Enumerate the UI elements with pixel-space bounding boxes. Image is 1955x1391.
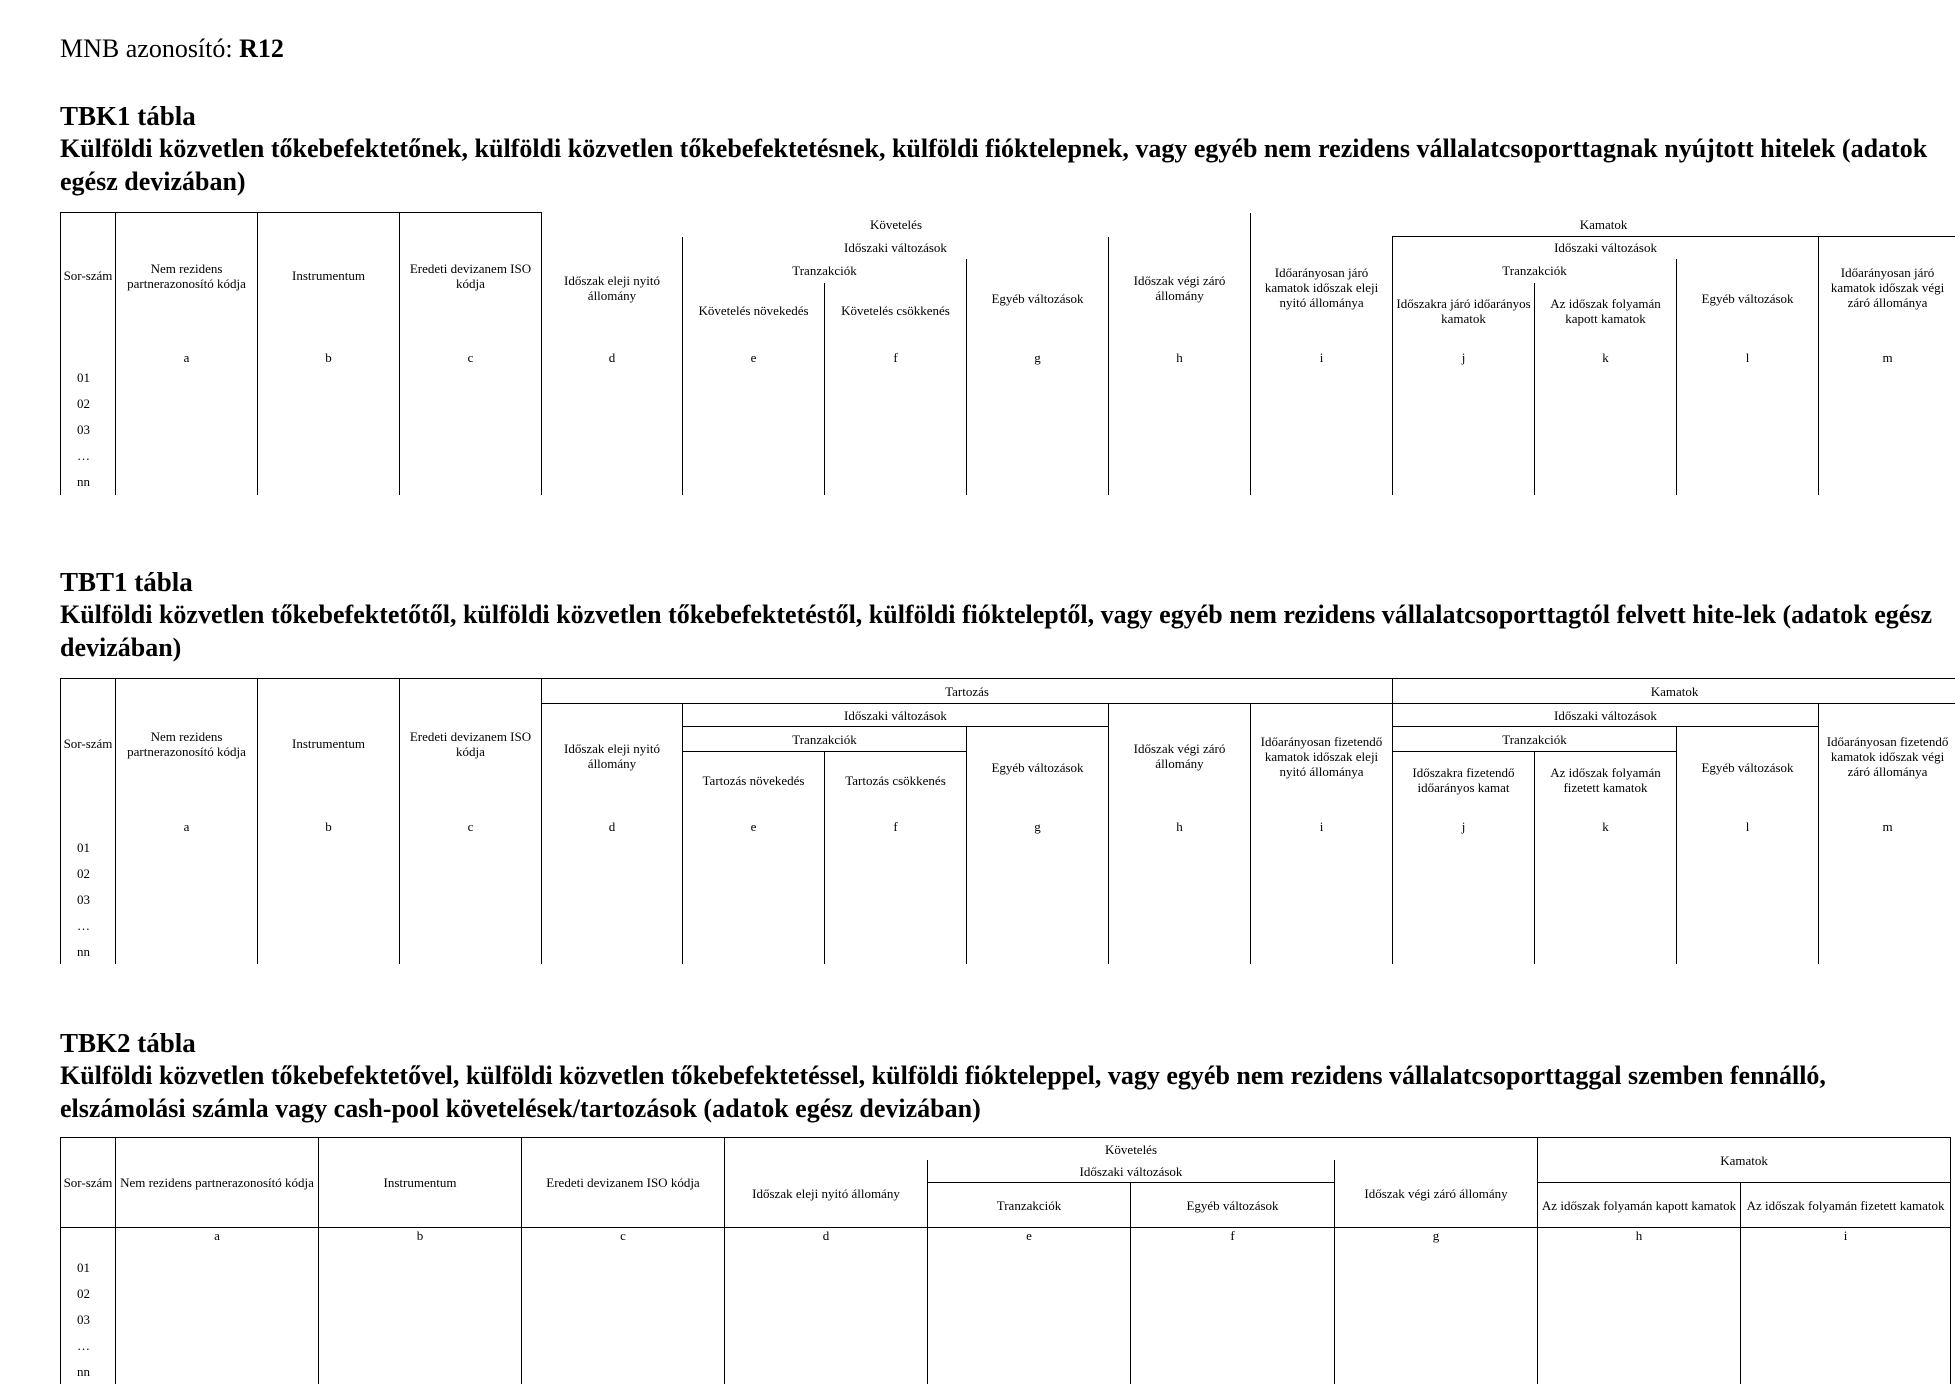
tbt1-letter-c: c bbox=[400, 808, 542, 834]
table-row bbox=[61, 443, 1955, 469]
tbk2-letter-f: f bbox=[1131, 1228, 1335, 1255]
tbk2-letter-a: a bbox=[116, 1228, 319, 1255]
tbt1-tranzakciok-2: Tranzakciók bbox=[1393, 727, 1677, 752]
tbt1-header-h: Időszak végi záró állomány bbox=[1109, 704, 1251, 809]
row-number: … bbox=[61, 912, 116, 938]
tbk1-header-g: Egyéb változások bbox=[967, 259, 1109, 339]
tbt1-header-c: Eredeti devizanem ISO kódja bbox=[400, 679, 542, 809]
tbt1-header-j: Időszakra fizetendő időarányos kamat bbox=[1393, 752, 1535, 809]
tbt1-letter-g: g bbox=[967, 808, 1109, 834]
tbk1-letter-a: a bbox=[116, 339, 258, 365]
tbk2-letter-c: c bbox=[522, 1228, 725, 1255]
table-row bbox=[61, 860, 1955, 886]
tbk2-group-kovetelés: Követelés bbox=[725, 1138, 1538, 1161]
tbk1-letter-m: m bbox=[1819, 339, 1955, 365]
tbk1-table-title: Külföldi közvetlen tőkebefektetőnek, külföldi közvetlen tőkebefektetésnek, külföldi fióktelepnek, vagy egyéb nem rezidens vállalatcsoporttagnak nyújtott hitelek (adatok egész devizában) bbox=[60, 134, 1928, 196]
tbk1-letter-h: h bbox=[1109, 339, 1251, 365]
tbk2-letter-d: d bbox=[725, 1228, 928, 1255]
tbt1-header-i: Időarányosan fizetendő kamatok időszak eleji nyitó állománya bbox=[1251, 704, 1393, 809]
tbt1-letter-a: a bbox=[116, 808, 258, 834]
tbt1-letter-j: j bbox=[1393, 808, 1535, 834]
tbk2-header-f: Egyéb változások bbox=[1131, 1183, 1335, 1228]
tbk1-idoszaki-1: Időszaki változások bbox=[683, 237, 1109, 259]
table-row bbox=[61, 417, 1955, 443]
tbk1-letter-k: k bbox=[1535, 339, 1677, 365]
row-number: 03 bbox=[61, 886, 116, 912]
tbt1-header-d: Időszak eleji nyitó állomány bbox=[542, 704, 683, 809]
table-row bbox=[61, 938, 1955, 964]
tbt1-section bbox=[60, 566, 1950, 664]
tbk2-letter-h: h bbox=[1538, 1228, 1741, 1255]
tbt1-letter-i: i bbox=[1251, 808, 1393, 834]
row-number: nn bbox=[61, 938, 116, 964]
tbk1-letter-f: f bbox=[825, 339, 967, 365]
tbk2-letter-g: g bbox=[1335, 1228, 1538, 1255]
table-row bbox=[61, 469, 1955, 495]
mnb-code: R12 bbox=[239, 34, 284, 63]
tbt1-letter-b: b bbox=[258, 808, 400, 834]
tbk2-header-a: Nem rezidens partnerazonosító kódja bbox=[116, 1138, 319, 1228]
tbk2-letter-i: i bbox=[1741, 1228, 1951, 1255]
table-row bbox=[61, 834, 1955, 860]
tbk1-letter-i: i bbox=[1251, 339, 1393, 365]
tbt1-tranzakciok-1: Tranzakciók bbox=[683, 727, 967, 752]
tbk1-header-m: Időarányosan járó kamatok időszak végi záró állománya bbox=[1819, 237, 1955, 339]
tbk1-table-name: TBK1 tábla bbox=[60, 101, 196, 131]
row-number: 01 bbox=[61, 834, 116, 860]
tbk1-letter-l: l bbox=[1677, 339, 1819, 365]
table-row bbox=[61, 365, 1955, 391]
tbt1-header-f: Tartozás csökkenés bbox=[825, 752, 967, 809]
tbk1-header-i: Időarányosan járó kamatok időszak eleji nyitó állománya bbox=[1251, 237, 1393, 339]
tbk2-header-e: Tranzakciók bbox=[928, 1183, 1131, 1228]
tbk1-letter-c: c bbox=[400, 339, 542, 365]
tbk2-table-title: Külföldi közvetlen tőkebefektetővel, külföldi közvetlen tőkebefektetéssel, külföldi fiókteleppel, vagy egyéb nem rezidens vállalatcsoporttaggal szemben fennálló, elszámolási számla vagy cash-pool követelések/tartozások (adatok egész devizában) bbox=[60, 1061, 1826, 1123]
tbk1-header-l: Egyéb változások bbox=[1677, 259, 1819, 339]
tbt1-header-k: Az időszak folyamán fizetett kamatok bbox=[1535, 752, 1677, 809]
tbt1-header-a: Nem rezidens partnerazonosító kódja bbox=[116, 679, 258, 809]
tbt1-letter-m: m bbox=[1819, 808, 1955, 834]
row-number: 03 bbox=[61, 417, 116, 443]
tbk1-tranzakciok-1: Tranzakciók bbox=[683, 259, 967, 283]
tbt1-idoszaki-2: Időszaki változások bbox=[1393, 704, 1819, 727]
row-number: 01 bbox=[61, 365, 116, 391]
tbk1-group-kovetelés: Követelés bbox=[542, 213, 1251, 237]
tbt1-letter-k: k bbox=[1535, 808, 1677, 834]
row-number: 01 bbox=[61, 1254, 116, 1280]
tbk1-header-k: Az időszak folyamán kapott kamatok bbox=[1535, 283, 1677, 339]
tbk1-letter-d: d bbox=[542, 339, 683, 365]
tbk1-letter-e: e bbox=[683, 339, 825, 365]
row-number: 02 bbox=[61, 860, 116, 886]
tbk2-idoszaki: Időszaki változások bbox=[928, 1160, 1335, 1183]
tbt1-letter-f: f bbox=[825, 808, 967, 834]
tbk2-section bbox=[60, 1027, 1950, 1125]
tbk1-letter-b: b bbox=[258, 339, 400, 365]
tbk2-header-i: Az időszak folyamán fizetett kamatok bbox=[1741, 1183, 1951, 1228]
tbt1-header-e: Tartozás növekedés bbox=[683, 752, 825, 809]
tbk2-header-g: Időszak végi záró állomány bbox=[1335, 1160, 1538, 1228]
tbk2-header-sorszam: Sor-szám bbox=[61, 1138, 116, 1228]
tbt1-group-tartozas: Tartozás bbox=[542, 679, 1393, 704]
table-row bbox=[61, 1306, 1951, 1332]
tbk2-table-name: TBK2 tábla bbox=[60, 1028, 196, 1058]
tbk1-header-b: Instrumentum bbox=[258, 213, 400, 339]
table-row bbox=[61, 1254, 1951, 1280]
tbk1-header-a: Nem rezidens partnerazonosító kódja bbox=[116, 213, 258, 339]
mnb-identifier bbox=[60, 34, 284, 64]
tbk1-letter-g: g bbox=[967, 339, 1109, 365]
tbk1-tranzakciok-2: Tranzakciók bbox=[1393, 259, 1677, 283]
tbk1-table bbox=[60, 212, 1955, 495]
tbt1-table-name: TBT1 tábla bbox=[60, 567, 193, 597]
row-number: … bbox=[61, 1332, 116, 1358]
tbk1-header-c: Eredeti devizanem ISO kódja bbox=[400, 213, 542, 339]
row-number: 03 bbox=[61, 1306, 116, 1332]
tbk2-group-kamatok: Kamatok bbox=[1538, 1138, 1951, 1183]
row-number: nn bbox=[61, 469, 116, 495]
tbt1-group-kamatok: Kamatok bbox=[1393, 679, 1955, 704]
tbk2-letter-e: e bbox=[928, 1228, 1131, 1255]
tbk1-header-sorszam: Sor-szám bbox=[61, 213, 116, 339]
mnb-label: MNB azonosító: bbox=[60, 34, 240, 63]
tbk1-idoszaki-2: Időszaki változások bbox=[1393, 237, 1819, 259]
tbk2-header-h: Az időszak folyamán kapott kamatok bbox=[1538, 1183, 1741, 1228]
tbk1-section bbox=[60, 100, 1950, 198]
tbt1-idoszaki-1: Időszaki változások bbox=[683, 704, 1109, 727]
row-number: nn bbox=[61, 1358, 116, 1384]
row-number: 02 bbox=[61, 391, 116, 417]
tbt1-header-g: Egyéb változások bbox=[967, 727, 1109, 809]
row-number: … bbox=[61, 443, 116, 469]
tbk1-header-h: Időszak végi záró állomány bbox=[1109, 237, 1251, 339]
tbt1-letter-h: h bbox=[1109, 808, 1251, 834]
tbt1-header-b: Instrumentum bbox=[258, 679, 400, 809]
tbk1-header-j: Időszakra járó időarányos kamatok bbox=[1393, 283, 1535, 339]
tbt1-letter-l: l bbox=[1677, 808, 1819, 834]
tbk2-header-b: Instrumentum bbox=[319, 1138, 522, 1228]
table-row bbox=[61, 1358, 1951, 1384]
tbk2-header-c: Eredeti devizanem ISO kódja bbox=[522, 1138, 725, 1228]
tbt1-table bbox=[60, 678, 1955, 964]
tbt1-header-m: Időarányosan fizetendő kamatok időszak végi záró állománya bbox=[1819, 704, 1955, 809]
tbk1-letter-j: j bbox=[1393, 339, 1535, 365]
table-row bbox=[61, 912, 1955, 938]
tbt1-header-sorszam: Sor-szám bbox=[61, 679, 116, 809]
tbk1-header-d: Időszak eleji nyitó állomány bbox=[542, 237, 683, 339]
table-row bbox=[61, 886, 1955, 912]
tbk1-group-kamatok: Kamatok bbox=[1251, 213, 1955, 237]
tbk2-header-d: Időszak eleji nyitó állomány bbox=[725, 1160, 928, 1228]
table-row bbox=[61, 391, 1955, 417]
table-row bbox=[61, 1280, 1951, 1306]
tbk1-header-e: Követelés növekedés bbox=[683, 283, 825, 339]
row-number: 02 bbox=[61, 1280, 116, 1306]
tbk2-letter-b: b bbox=[319, 1228, 522, 1255]
tbk2-table bbox=[60, 1137, 1951, 1384]
tbk1-header-f: Követelés csökkenés bbox=[825, 283, 967, 339]
tbt1-letter-e: e bbox=[683, 808, 825, 834]
tbt1-letter-d: d bbox=[542, 808, 683, 834]
table-row bbox=[61, 1332, 1951, 1358]
tbt1-header-l: Egyéb változások bbox=[1677, 727, 1819, 809]
tbt1-table-title: Külföldi közvetlen tőkebefektetőtől, külföldi közvetlen tőkebefektetéstől, külföldi fiókteleptől, vagy egyéb nem rezidens vállalatcsoporttagtól felvett hite-lek (adatok egész devizában) bbox=[60, 600, 1932, 662]
